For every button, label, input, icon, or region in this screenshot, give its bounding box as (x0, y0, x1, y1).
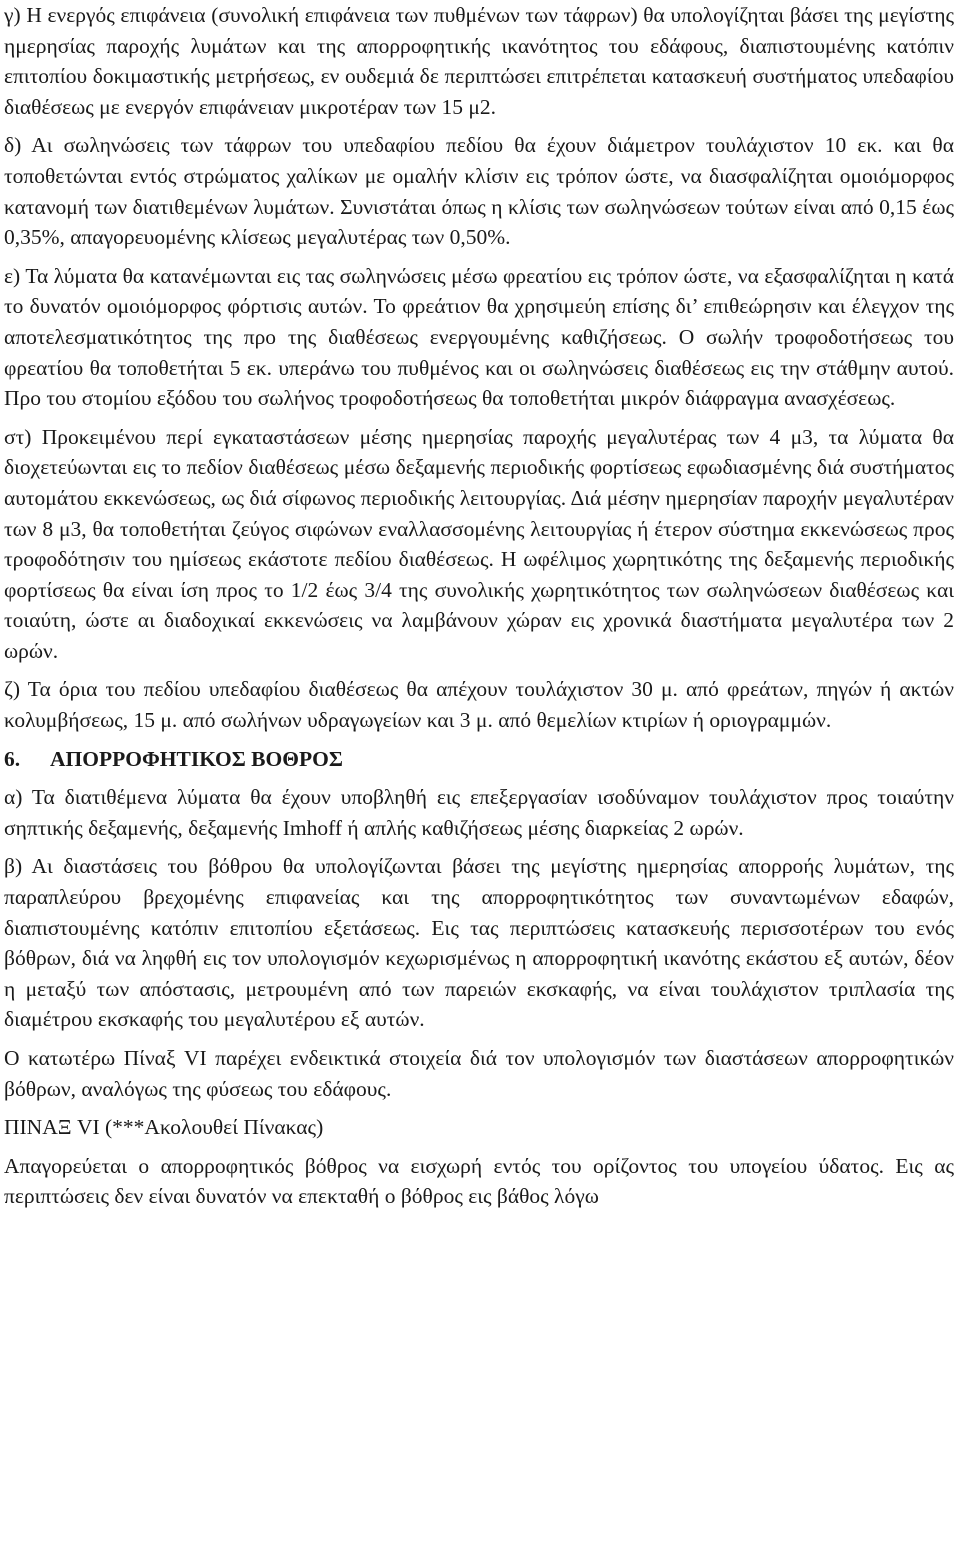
section-number: 6. (4, 746, 21, 771)
paragraph-gamma: γ) Η ενεργός επιφάνεια (συνολική επιφάνεια των πυθμένων των τάφρων) θα υπολογίζηται βάσει της μεγίστης ημερησίας παροχής λυμάτων και της απορροφητικής ικανότητος του εδάφους, διαπιστουμένης κατόπιν επιτοπίου δοκιμαστικής μετρήσεως, εν ουδεμιά δε περιπτώσει επιτρέπεται κατασκευή συστήματος υπεδαφίου διαθέσεως με ενεργόν επιφάνειαν μικροτέραν των 15 μ2. (4, 3, 954, 119)
paragraph-st: στ) Προκειμένου περί εγκαταστάσεων μέσης ημερησίας παροχής μεγαλυτέρας των 4 μ3, τα λύματα θα διοχετεύωνται εις το πεδίον διαθέσεως μέσω δεξαμενής περιοδικής φορτίσεως εφωδιασμένης διά συστήματος αυτομάτου εκκενώσεως, ως διά σίφωνος περιοδικής λειτουργίας. Διά μέσην ημερησίαν παροχήν μεγαλυτέραν των 8 μ3, θα τοποθετήται ζεύγος σιφώνων εναλλασσομένης λειτουργίας ή έτερον σύστημα εκκενώσεως προς τροφοδότησιν του ημίσεως εκάστοτε πεδίου διαθέσεως. Η ωφέλιμος χωρητικότης της δεξαμενής περιοδικής φορτίσεως θα είναι ίση προς το 1/2 έως 3/4 της συνολικής χωρητικότητος των σωληνώσεων διαθέσεως και τοιαύτη, ώστε αι διαδοχικαί εκκενώσεις να λαμβάνουν χώραν εις χρονικά διαστήματα μεγαλυτέρα των 2 ωρών. (4, 424, 954, 663)
paragraph-zeta: ζ) Τα όρια του πεδίου υπεδαφίου διαθέσεως θα απέχουν τουλάχιστον 30 μ. από φρεάτων, πηγών ή ακτών κολυμβήσεως, 15 μ. από σωλήνων υδραγωγείων και 3 μ. από θεμελίων κτιρίων ή οριογραμμών. (4, 677, 954, 733)
paragraph-beta: β) Αι διαστάσεις του βόθρου θα υπολογίζωνται βάσει της μεγίστης ημερησίας απορροής λυμάτων, της παραπλεύρου βρεχομένης επιφανείας και της απορροφητικότητος των συναντωμένων εδαφών, διαπιστουμένης κατόπιν επιτοπίου εξετάσεως. Εις τας περιπτώσεις κατασκευής περισσοτέρων του ενός βόθρων, διά να ληφθή εις τον υπολογισμόν κεχωρισμένως η απορροφητική ικανότης εκάστου εξ αυτών, δέον η μεταξύ των απόστασις, μετρουμένη από των παρειών εκσκαφής, να είναι τουλάχιστον τριπλασία της διαμέτρου εκσκαφής του μεγαλυτέρου εξ αυτών. (4, 854, 954, 1032)
paragraph-alpha: α) Τα διατιθέμενα λύματα θα έχουν υποβληθή εις επεξεργασίαν ισοδύναμον τουλάχιστον προς τοιαύτην σηπτικής δεξαμενής, δεξαμενής Imhoff ή απλής καθιζήσεως μέσης διαρκείας 2 ωρών. (4, 785, 954, 840)
paragraph-table-note: Ο κατωτέρω Πίναξ VI παρέχει ενδεικτικά στοιχεία διά τον υπολογισμόν των διαστάσεων απορροφητικών βόθρων, αναλόγως της φύσεως του εδάφους. (4, 1046, 954, 1101)
table-reference: ΠΙΝΑΞ VI (***Ακολουθεί Πίνακας) (4, 1115, 324, 1140)
paragraph-prohibition: Απαγορεύεται ο απορροφητικός βόθρος να εισχωρή εντός του ορίζοντος του υπογείου ύδατος. Εις ας περιπτώσεις δεν είναι δυνατόν να επεκταθή ο βόθρος εις βάθος λόγω (4, 1153, 954, 1209)
document-page (4, 0, 954, 1220)
paragraph-delta: δ) Αι σωληνώσεις των τάφρων του υπεδαφίου πεδίου θα έχουν διάμετρον τουλάχιστον 10 εκ. και θα τοποθετώνται εντός στρώματος χαλίκων με ομαλήν κλίσιν εις τρόπον ώστε, να διασφαλίζηται ομοιόμορφος κατανομή των διατιθεμένων λυμάτων. Συνιστάται όπως η κλίσις των σωληνώσεων τούτων είναι από 0,15 έως 0,35%, απαγορευομένης κλίσεως μεγαλυτέρας των 0,50%. (4, 133, 954, 250)
section-title: ΑΠΟΡΡΟΦΗΤΙΚΟΣ ΒΟΘΡΟΣ (50, 746, 343, 771)
section-heading (4, 744, 954, 775)
paragraph-epsilon: ε) Τα λύματα θα κατανέμωνται εις τας σωληνώσεις μέσω φρεατίου εις τρόπον ώστε, να εξασφαλίζηται η κατά το δυνατόν ομοιόμορφος φόρτισις αυτών. Το φρεάτιον θα χρησιμεύη επίσης δι’ επιθεώρησιν και έλεγχον της αποτελεσματικότητος της προ της διαθέσεως ενεργουμένης καθιζήσεως. Ο σωλήν τροφοδοτήσεως του φρεατίου θα τοποθετήται 5 εκ. υπεράνω του πυθμένος και οι σωληνώσεις διαθέσεως εις την στάθμην αυτού. Προ του στομίου εξόδου του σωλήνος τροφοδοτήσεως θα τοποθετήται μικρόν διάφραγμα ανασχέσεως. (4, 263, 954, 411)
